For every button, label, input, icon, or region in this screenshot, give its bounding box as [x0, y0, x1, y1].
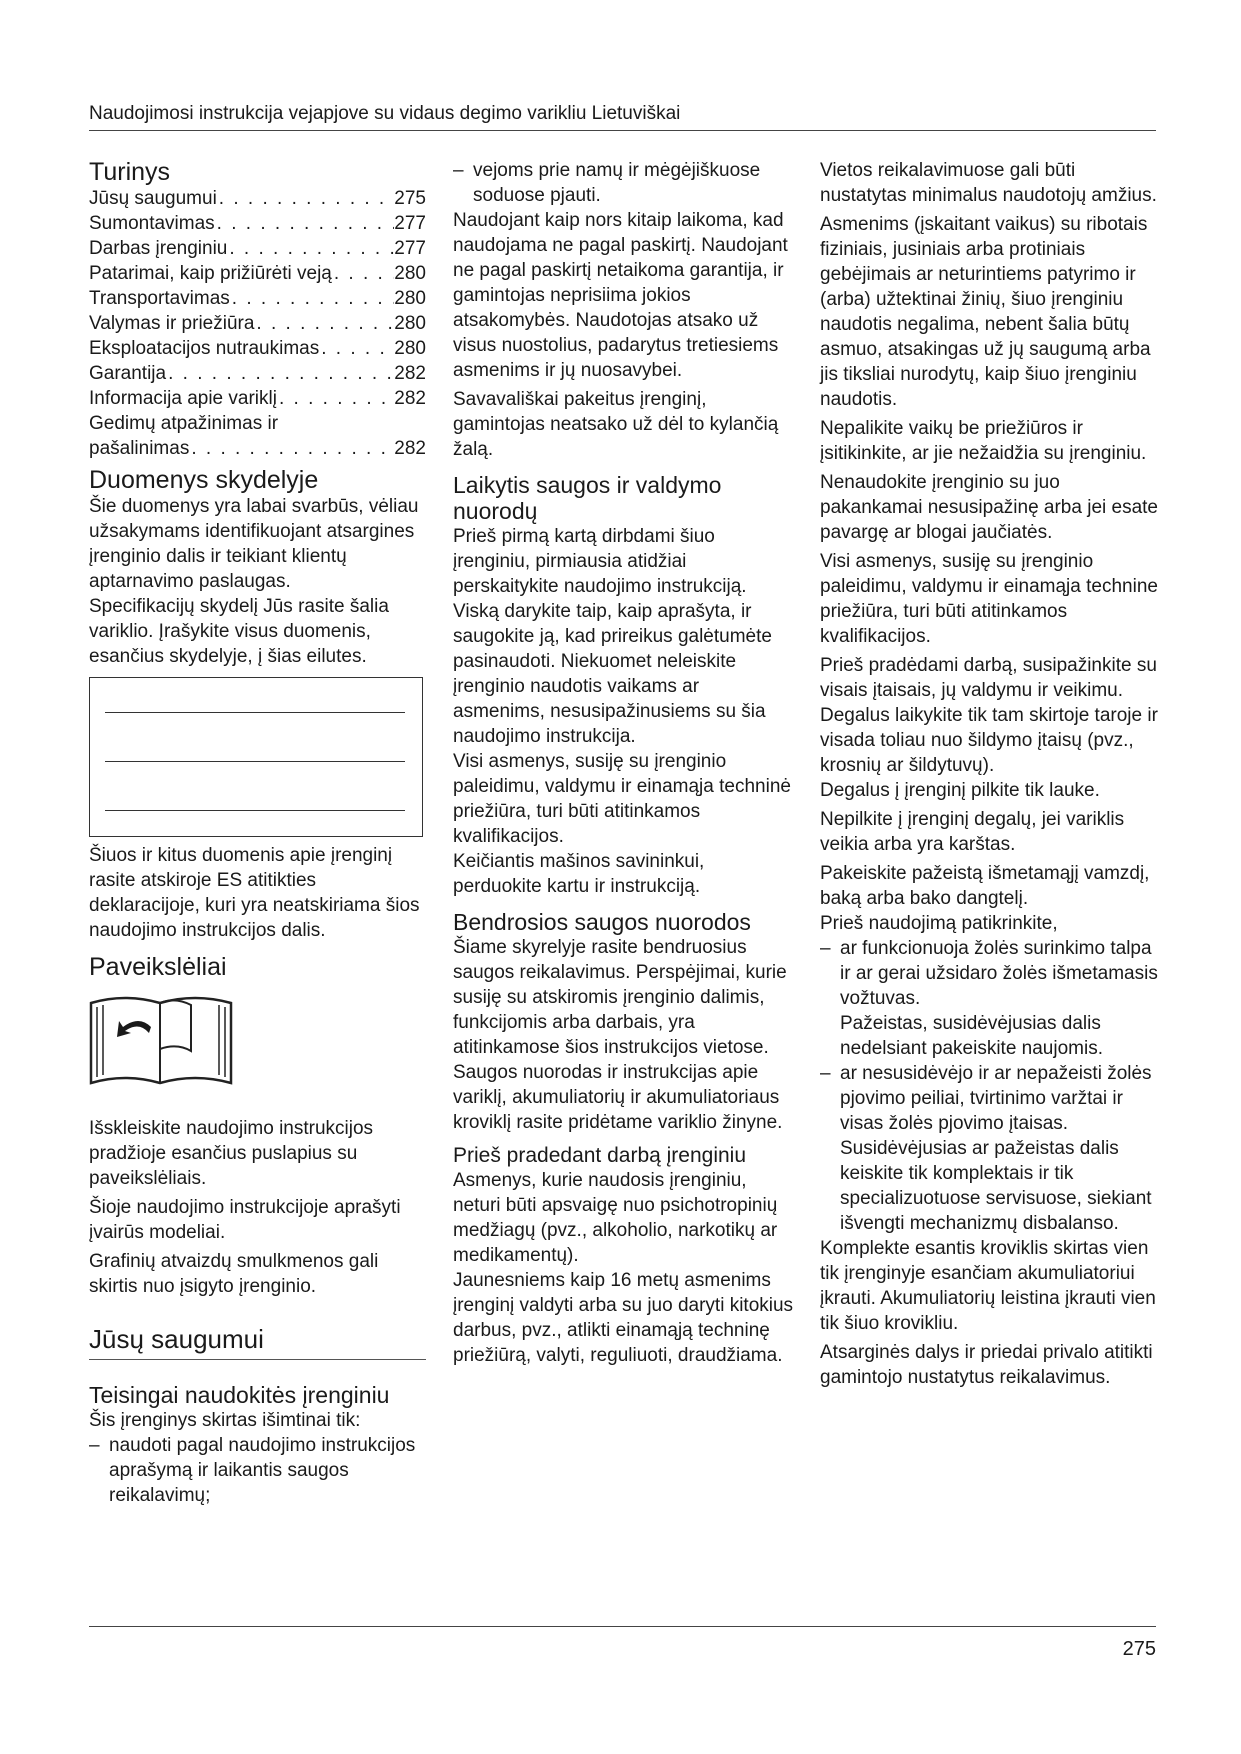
page-header: [89, 103, 1156, 131]
paragraph: Nepalikite vaikų be priežiūros ir įsitikinkite, ar jie nežaidžia su įrenginiu.: [820, 418, 1147, 464]
paragraph: Asmenys, kurie naudosis įrenginiu, neturi būti apsvaigę nuo psichotropinių medžiagų (pvz., alkoholio, narkotikų ar medikamentų).: [453, 1170, 778, 1266]
nameplate-heading: Duomenys skydelyje: [89, 466, 319, 494]
paragraph: Šiuos ir kitus duomenis apie įrenginį rasite atskiroje ES atitikties deklaracijoje, kuri yra neatskiriama šios naudojimo instrukcijos dalis.: [89, 845, 420, 941]
paragraph: Šioje naudojimo instrukcijoje aprašyti įvairūs modeliai.: [89, 1197, 401, 1243]
toc-title: Turinys: [89, 158, 171, 186]
paragraph: Jaunesniems kaip 16 metų asmenims įrenginį valdyti arba su juo daryti kitokius darbus, pvz., atlikti einamąją techninę priežiūrą, valyti, reguliuoti, draudžiama.: [453, 1270, 794, 1366]
safety-heading: Jūsų saugumui: [89, 1325, 426, 1360]
paragraph: Šiame skyrelyje rasite bendruosius saugos reikalavimus. Perspėjimai, kurie susiję su atskiromis įrenginio dalimis, funkcijomis arba darbais, yra atitinkamose šios instrukcijos vietose.: [453, 937, 787, 1058]
list-item: – ar nesusidėvėjo ir ar nepažeisti žolės pjovimo peiliai, tvirtinimo varžtai ir visas žolės pjovimo įtaisas. Susidėvėjusias ar pažeistas dalis keiskite tik komplektais ir tik specializuotuose servisuose, siekiant išvengti mechanizmų disbalanso.: [820, 1063, 1152, 1234]
list-item: – naudoti pagal naudojimo instrukcijos aprašymą ir laikantis saugos reikalavimų;: [89, 1435, 416, 1506]
toc-item[interactable]: Gedimų atpažinimas ir pašalinimas . . . 282: [89, 411, 426, 461]
paragraph: Šie duomenys yra labai svarbūs, vėliau užsakymams identifikuojant atsargines įrenginio dalis ir teikiant klientų aptarnavimo paslaugas.: [89, 496, 419, 592]
toc-item[interactable]: Patarimai, kaip prižiūrėti veją . . . 280: [89, 261, 426, 286]
paragraph: Savavališkai pakeitus įrenginį, gamintojas neatsako už dėl to kylančią žalą.: [453, 389, 779, 460]
paragraph: Specifikacijų skydelį Jūs rasite šalia variklio. Įrašykite visus duomenis, esančius skydelyje, į šias eilutes.: [89, 596, 389, 667]
entry-line[interactable]: [105, 712, 405, 713]
toc-item[interactable]: Valymas ir priežiūra . . . 280: [89, 311, 426, 336]
paragraph: Šis įrenginys skirtas išimtinai tik:: [89, 1410, 361, 1431]
paragraph: Prieš naudojimą patikrinkite,: [820, 913, 1058, 934]
toc-item[interactable]: Garantija . . . 282: [89, 361, 426, 386]
toc-item[interactable]: Jūsų saugumui . . . 275: [89, 186, 426, 211]
before-work-heading: Prieš pradedant darbą įrenginiu: [453, 1144, 747, 1167]
entry-line[interactable]: [105, 810, 405, 811]
page-number: 275: [1122, 1638, 1156, 1660]
paragraph: Grafinių atvaizdų smulkmenos gali skirtis nuo įsigyto įrenginio.: [89, 1251, 379, 1297]
footer-divider: [89, 1626, 1156, 1627]
open-book-icon: [89, 991, 233, 1089]
figures-heading: Paveikslėliai: [89, 953, 227, 981]
toc-item[interactable]: Informacija apie variklį . . . 282: [89, 386, 426, 411]
paragraph: Visi asmenys, susiję su įrenginio paleidimu, valdymu ir einamąja technine priežiūra, turi būti atitinkamos kvalifikacijos.: [820, 551, 1158, 647]
paragraph: Prieš pirmą kartą dirbdami šiuo įrenginiu, pirmiausia atidžiai perskaitykite naudojimo instrukciją. Viską darykite taip, kaip aprašyta, ir saugokite ją, kad prireikus galėtumėte pasinaudoti. Niekuomet neleiskite įrenginio naudotis vaikams ar asmenims, nesusipažinusiems su šia naudojimo instrukcija.: [453, 526, 772, 747]
list-item: – vejoms prie namų ir mėgėjiškuose soduose pjauti.: [453, 160, 761, 206]
column-3: [820, 158, 1160, 1390]
general-safety-heading: Bendrosios saugos nuorodos: [453, 909, 751, 935]
toc-item[interactable]: Darbas įrenginiu . . . 277: [89, 236, 426, 261]
paragraph: Asmenims (įskaitant vaikus) su ribotais fiziniais, jusiniais arba protiniais gebėjimais ar neturintiems patyrimo ir (arba) užtektinai žinių, šiuo įrenginiu naudotis negalima, nebent šalia būtų asmuo, atsakingas už jų saugumą arba jis tiksliai nurodytų, kaip šiuo įrenginiu naudotis.: [820, 214, 1151, 410]
list-item-continuation: Pažeistas, susidėvėjusias dalis nedelsiant pakeiskite naujomis.: [840, 1013, 1103, 1059]
paragraph: Degalus į įrenginį pilkite tik lauke.: [820, 780, 1100, 801]
paragraph: Keičiantis mašinos savininkui, perduokite kartu ir instrukciją.: [453, 851, 705, 897]
toc-item[interactable]: Sumontavimas . . . 277: [89, 211, 426, 236]
paragraph: Degalus laikykite tik tam skirtoje taroje ir visada toliau nuo šildymo įtaisų (pvz., krosnių ar šildytuvų).: [820, 705, 1158, 776]
paragraph: Nepilkite į įrenginį degalų, jei variklis veikia arba yra karštas.: [820, 809, 1125, 855]
paragraph: Atsarginės dalys ir priedai privalo atitikti gamintojo nustatytus reikalavimus.: [820, 1342, 1153, 1388]
paragraph: Pakeiskite pažeistą išmetamąjį vamzdį, baką arba bako dangtelį.: [820, 863, 1150, 909]
header-title: Naudojimosi instrukcija vejapjove su vidaus degimo varikliu Lietuviškai: [89, 103, 681, 124]
toc-item[interactable]: Eksploatacijos nutraukimas . . . 280: [89, 336, 426, 361]
paragraph: Komplekte esantis kroviklis skirtas vien tik įrenginyje esančiam akumuliatoriui įkrauti. Akumuliatorių leistina įkrauti vien tik šiuo krovikliu.: [820, 1238, 1156, 1334]
nameplate-entry-box: [89, 677, 423, 837]
column-1: [89, 158, 426, 1508]
toc-item[interactable]: Transportavimas . . . 280: [89, 286, 426, 311]
paragraph: Vietos reikalavimuose gali būti nustatytas minimalus naudotojų amžius.: [820, 160, 1157, 206]
column-2: [453, 158, 795, 1368]
proper-use-heading: Teisingai naudokitės įrenginiu: [89, 1382, 390, 1408]
list-item: – ar funkcionuoja žolės surinkimo talpa ir ar gerai užsidaro žolės išmetamasis vožtuvas.: [820, 938, 1158, 1009]
paragraph: Prieš pradėdami darbą, susipažinkite su visais įtaisais, jų valdymu ir veikimu.: [820, 655, 1157, 701]
entry-line[interactable]: [105, 761, 405, 762]
paragraph: Visi asmenys, susiję su įrenginio paleidimu, valdymu ir einamąja techninė priežiūra, turi būti atitinkamos kvalifikacijos.: [453, 751, 791, 847]
instructions-heading: Laikytis saugos ir valdymo nuorodų: [453, 472, 722, 524]
paragraph: Saugos nuorodas ir instrukcijas apie variklį, akumuliatorių ir akumuliatoriaus kroviklį rasite pridėtame variklio žinyne.: [453, 1062, 783, 1133]
paragraph: Išskleiskite naudojimo instrukcijos pradžioje esančius puslapius su paveikslėliais.: [89, 1118, 374, 1189]
table-of-contents: [89, 186, 426, 461]
paragraph: Nenaudokite įrenginio su juo pakankamai nesusipažinę arba jei esate pavargę ar blogai jaučiatės.: [820, 472, 1158, 543]
paragraph: Naudojant kaip nors kitaip laikoma, kad naudojama ne pagal paskirtį. Naudojant ne pagal paskirtį netaikoma garantija, ir gamintojas neprisiima jokios atsakomybės. Naudotojas atsako už visus nuostolius, padarytus tretiesiems asmenims ir jų nuosavybei.: [453, 210, 788, 381]
